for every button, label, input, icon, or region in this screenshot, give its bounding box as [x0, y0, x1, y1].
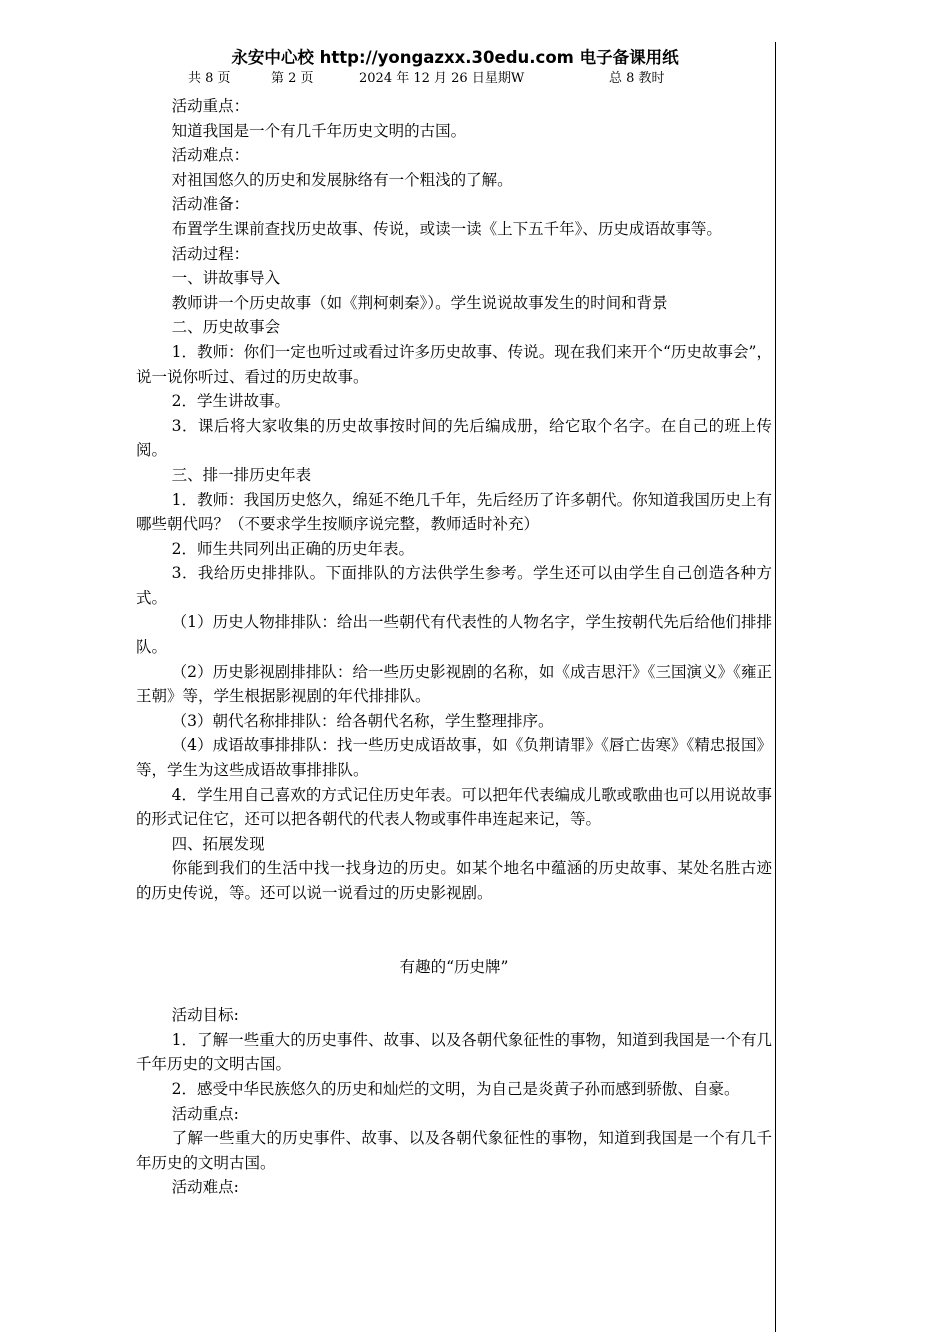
subheading: 二、历史故事会	[171, 318, 281, 337]
paragraph: 教师讲一个历史故事（如《荆柯刺秦》）。学生说说故事发生的时间和背景	[171, 293, 668, 312]
paragraph: 2．学生讲故事。	[171, 392, 291, 411]
heading-goals: 活动目标:	[171, 1006, 239, 1025]
paragraph: （3）朝代名称排排队：给各朝代名称，学生整理排序。	[171, 711, 554, 730]
paragraph: （2）历史影视剧排排队：给一些历史影视剧的名称，如《成吉思汗》《三国演义》《雍正王朝》等，学生根据影视剧的年代排排队。	[136, 662, 772, 706]
heading-focus: 活动重点:	[171, 1104, 239, 1123]
page-number: 第 2 页	[271, 71, 314, 86]
paragraph: 1．了解一些重大的历史事件、故事、以及各朝代象征性的事物，知道到我国是一个有几千年历史的文明古国。	[136, 1030, 772, 1074]
paragraph: （1）历史人物排排队：给出一些朝代有代表性的人物名字，学生按朝代先后给他们排排队。	[136, 613, 772, 657]
paragraph: 3．我给历史排排队。下面排队的方法供学生参考。学生还可以由学生自己创造各种方式。	[136, 564, 772, 607]
paragraph: 2．师生共同列出正确的历史年表。	[171, 539, 415, 558]
heading-difficulty: 活动难点：	[171, 146, 250, 165]
heading-process: 活动过程：	[171, 244, 250, 263]
paragraph: 对祖国悠久的历史和发展脉络有一个粗浅的了解。	[171, 170, 513, 189]
lesson-title: 有趣的“历史牌”	[399, 957, 509, 976]
subheading: 四、拓展发现	[171, 834, 265, 853]
spacer	[136, 979, 772, 1003]
heading-focus: 活动重点：	[171, 97, 250, 115]
paragraph: 1．教师：我国历史悠久，绵延不绝几千年，先后经历了许多朝代。你知道我国历史上有哪些朝代吗？（不要求学生按顺序说完整，教师适时补充）	[136, 490, 772, 534]
heading-preparation: 活动准备：	[171, 195, 250, 214]
header-date: 2024 年 12 月 26 日星期W	[359, 71, 525, 86]
paragraph: 3．课后将大家收集的历史故事按时间的先后编成册，给它取个名字。在自己的班上传阅。	[136, 416, 772, 460]
right-margin-line	[775, 42, 776, 1332]
paragraph: 2．感受中华民族悠久的历史和灿烂的文明，为自己是炎黄子孙而感到骄傲、自豪。	[171, 1079, 740, 1098]
document-body	[136, 94, 772, 1200]
paragraph: 布置学生课前查找历史故事、传说，或读一读《上下五千年》、历史成语故事等。	[171, 219, 722, 238]
heading-difficulty: 活动难点:	[171, 1178, 239, 1197]
paragraph: 知道我国是一个有几千年历史文明的古国。	[171, 121, 467, 140]
spacer	[136, 906, 772, 955]
paragraph: 4．学生用自己喜欢的方式记住历史年表。可以把年代表编成儿歌或歌曲也可以用说故事的形式记住它，还可以把各朝代的代表人物或事件串连起来记，等。	[136, 785, 772, 829]
paragraph: （4）成语故事排排队：找一些历史成语故事，如《负荆请罪》《唇亡齿寒》《精忠报国》等，学生为这些成语故事排排队。	[136, 736, 772, 780]
subheading: 三、排一排历史年表	[171, 465, 312, 484]
paragraph: 1．教师：你们一定也听过或看过许多历史故事、传说。现在我们来开个“历史故事会”，说一说你听过、看过的历史故事。	[136, 342, 772, 386]
paragraph: 了解一些重大的历史事件、故事、以及各朝代象征性的事物，知道到我国是一个有几千年历史的文明古国。	[136, 1129, 772, 1172]
total-periods: 总 8 教时	[609, 71, 665, 86]
page-header-title: 永安中心校 http://yongazxx.30edu.com 电子备课用纸	[231, 48, 679, 67]
total-pages: 共 8 页	[188, 71, 231, 86]
subheading: 一、讲故事导入	[171, 269, 281, 288]
paragraph: 你能到我们的生活中找一找身边的历史。如某个地名中蕴涵的历史故事、某处名胜古迹的历史传说，等。还可以说一说看过的历史影视剧。	[136, 859, 772, 902]
